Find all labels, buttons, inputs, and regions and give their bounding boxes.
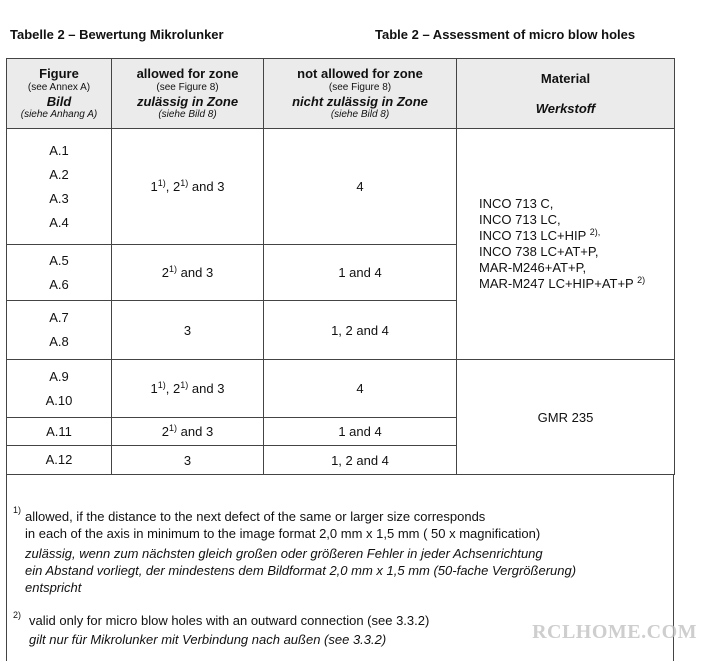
footnote-1-de-line-1: zulässig, wenn zum nächsten gleich großen oder größeren Fehler in jeder Achsenrichtung [25,546,543,561]
table-row [7,360,675,418]
allowed-cell: 2$^{1)}$ and 3 [112,418,264,446]
allowed-cell: 3 [112,301,264,360]
not-allowed-cell: 1, 2 and 4 [264,446,457,475]
allowed-cell: 1$^{1)}$, 2$^{1)}$ and 3 [112,360,264,418]
figure-cell: A.12 [7,446,112,475]
assessment-table [6,58,675,475]
allowed-cell: 2$^{1)}$ and 3 [112,245,264,301]
watermark: RCLHOME.COM [532,621,697,643]
not-allowed-cell: 1 and 4 [264,245,457,301]
figure-cell: A.11 [7,418,112,446]
header-figure: Figure (see Annex A) Bild (siehe Anhang A) [7,59,112,129]
not-allowed-cell: 4 [264,129,457,245]
header-allowed: allowed for zone (see Figure 8) zulässig in Zone (siehe Bild 8) [112,59,264,129]
material-cell-inco: INCO 713 C, INCO 713 LC, INCO 713 LC+HIP $^{2),}$ INCO 738 LC+AT+P, MAR-M246+AT+P, MAR-M247 LC+HIP+AT+P $^{2)}$ [457,129,675,360]
footnote-2-en: valid only for micro blow holes with an outward connection (see 3.3.2) [29,613,430,628]
figure-cell: A.9 A.10 [7,360,112,418]
not-allowed-cell: 1 and 4 [264,418,457,446]
figure-cell: A.7 A.8 [7,301,112,360]
material-cell-gmr: GMR 235 [457,360,675,475]
footnote-1-en-line-2: in each of the axis in minimum to the image format 2,0 mm x 1,5 mm ( 50 x magnification) [25,526,541,541]
figure-cell: A.5 A.6 [7,245,112,301]
caption-german: Tabelle 2 – Bewertung Mikrolunker [10,27,224,42]
figure-cell: A.1 A.2 A.3 A.4 [7,129,112,245]
footnote-2-mark: 2) [13,610,22,620]
table-header-row [7,59,675,129]
footnote-1-en-line-1: allowed, if the distance to the next defect of the same or larger size corresponds [25,509,486,524]
caption-english: Table 2 – Assessment of micro blow holes [375,27,636,42]
not-allowed-cell: 1, 2 and 4 [264,301,457,360]
footnote-1-de-line-2: ein Abstand vorliegt, der mindestens dem Bildformat 2,0 mm x 1,5 mm (50-fache Vergrößerung) [25,563,577,578]
allowed-cell: 1$^{1)}$, 2$^{1)}$ and 3 [112,129,264,245]
allowed-cell: 3 [112,446,264,475]
footnote-1-de-line-3: entspricht [25,580,82,595]
not-allowed-cell: 4 [264,360,457,418]
footnote-2-de: gilt nur für Mikrolunker mit Verbindung nach außen (see 3.3.2) [29,632,387,647]
table-row [7,129,675,245]
header-material: Material Werkstoff [457,59,675,129]
footnote-1-mark: 1) [13,505,22,515]
header-not-allowed: not allowed for zone (see Figure 8) nicht zulässig in Zone (siehe Bild 8) [264,59,457,129]
